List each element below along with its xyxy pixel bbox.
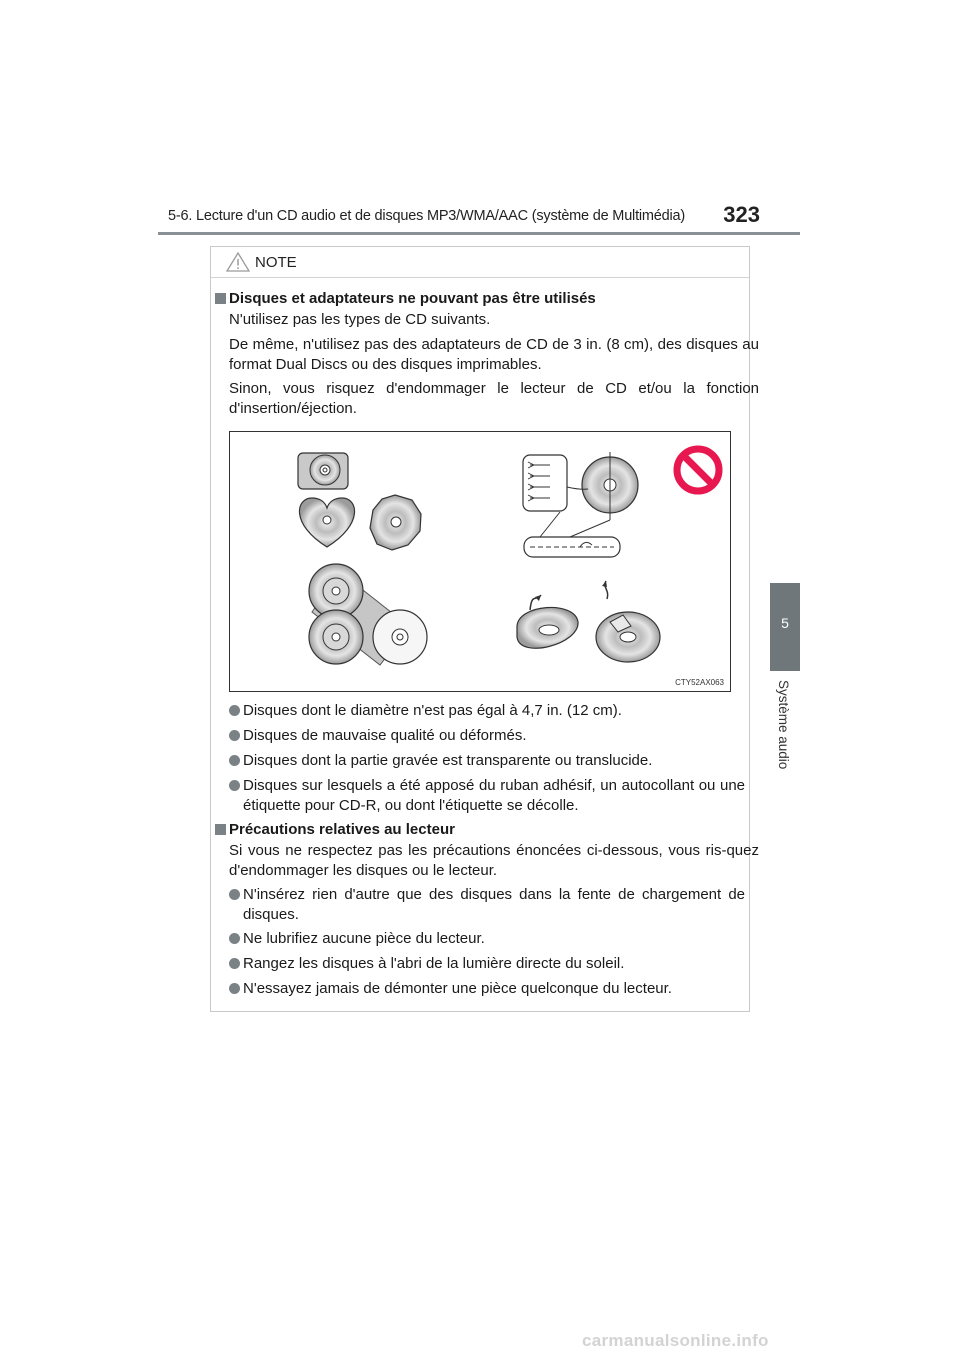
warped-disc-icon bbox=[517, 595, 578, 648]
peeling-label-disc-icon bbox=[596, 581, 660, 662]
list-item bbox=[215, 701, 745, 721]
list-item bbox=[215, 776, 745, 816]
dual-disc-icon bbox=[523, 452, 638, 557]
bullet-icon bbox=[229, 933, 240, 944]
figure-code: CTY52AX063 bbox=[675, 678, 724, 687]
list-item bbox=[215, 885, 745, 925]
chapter-tab-label-text: Système audio bbox=[776, 680, 791, 770]
list-item-text: Rangez les disques à l'abri de la lumière directe du soleil. bbox=[243, 955, 625, 972]
cd-adapter-icon bbox=[309, 564, 427, 665]
note-header bbox=[211, 247, 749, 278]
section-heading-text: Précautions relatives au lecteur bbox=[229, 821, 455, 838]
heart-disc-icon bbox=[299, 498, 354, 547]
section-heading-text: Disques et adaptateurs ne pouvant pas être utilisés bbox=[229, 290, 596, 307]
paragraph: N'utilisez pas les types de CD suivants. bbox=[229, 311, 491, 328]
bullet-icon bbox=[229, 958, 240, 969]
irregular-disc-icon bbox=[370, 495, 421, 550]
header-divider bbox=[158, 232, 800, 235]
chapter-tab-label bbox=[776, 680, 796, 790]
page-number: 323 bbox=[723, 202, 760, 227]
list-item-text: Disques dont le diamètre n'est pas égal à 4,7 in. (12 cm). bbox=[243, 702, 622, 719]
list-item bbox=[215, 751, 745, 771]
bullet-icon bbox=[229, 730, 240, 741]
bullet-icon bbox=[229, 755, 240, 766]
bullet-icon bbox=[229, 983, 240, 994]
list-item-text: Disques dont la partie gravée est transparente ou translucide. bbox=[243, 752, 653, 769]
chapter-tab bbox=[770, 583, 800, 671]
note-title: NOTE bbox=[255, 254, 297, 271]
section-heading bbox=[215, 289, 745, 309]
chapter-tab-number: 5 bbox=[781, 615, 789, 631]
paragraph: Sinon, vous risquez d'endommager le lecteur de CD et/ou la fonction d'insertion/éjection. bbox=[229, 380, 759, 417]
list-item-text: Disques de mauvaise qualité ou déformés. bbox=[243, 727, 527, 744]
square-bullet-icon bbox=[215, 293, 226, 304]
list-item bbox=[215, 954, 745, 974]
warning-triangle-icon bbox=[225, 251, 251, 273]
list-item-text: Ne lubrifiez aucune pièce du lecteur. bbox=[243, 930, 485, 947]
list-item bbox=[215, 929, 745, 949]
paragraph: De même, n'utilisez pas des adaptateurs de CD de 3 in. (8 cm), des disques au format Dual Discs ou des disques imprimables. bbox=[229, 336, 759, 373]
illustration-drawing bbox=[230, 432, 729, 690]
small-disc-adapter-icon bbox=[298, 453, 348, 489]
section-heading bbox=[215, 820, 745, 840]
unusable-discs-illustration bbox=[229, 431, 731, 692]
list-item bbox=[215, 726, 745, 746]
list-item-text: N'essayez jamais de démonter une pièce quelconque du lecteur. bbox=[243, 980, 672, 997]
bullet-icon bbox=[229, 780, 240, 791]
list-item-text: Disques sur lesquels a été apposé du ruban adhésif, un autocollant ou une étiquette pour CD-R, ou dont l'étiquette se décolle. bbox=[243, 777, 745, 814]
square-bullet-icon bbox=[215, 824, 226, 835]
paragraph: Si vous ne respectez pas les précautions énoncées ci-dessous, vous ris-quez d'endommager les disques ou le lecteur. bbox=[229, 842, 759, 879]
bullet-icon bbox=[229, 705, 240, 716]
bullet-icon bbox=[229, 889, 240, 900]
watermark: carmanualsonline.info bbox=[582, 1331, 769, 1350]
list-item bbox=[215, 979, 745, 999]
list-item-text: N'insérez rien d'autre que des disques dans la fente de chargement de disques. bbox=[243, 886, 745, 923]
prohibition-icon bbox=[677, 449, 719, 491]
page-header bbox=[158, 198, 800, 234]
chapter-title: 5-6. Lecture d'un CD audio et de disques MP3/WMA/AAC (système de Multimédia) bbox=[168, 208, 686, 224]
